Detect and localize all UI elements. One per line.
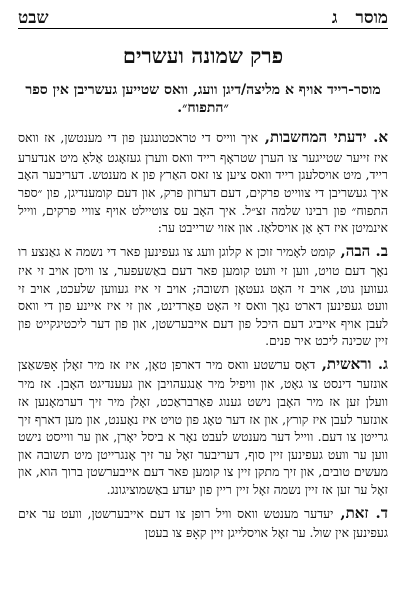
section-1 xyxy=(18,127,388,236)
chapter-subtitle: מוסר-רייד אויף א מליצה/דיגן וועג, וואס שטייען געשריבן אין ספר ״התפוח״. xyxy=(25,82,381,117)
running-head-left: שבט xyxy=(18,8,49,28)
section-2-text: קומט לאָמיר זוכן א קלוגן וועג צו געפינען פאר די נשמה א גאַנצע רו נאָך דעם טויט, ווען זי וועט קומען פאר דעם באַשעפער, צו וויסן אויב זי איז געווען גוט, אויב זי האָט געטאָן תשובה; אויב זי איז געווען שלעכט, אויב זי וועט געפינען דארט נאָך וואס זי האָט פאַרדינט, און זי איז איינע פון די וואס לעבן אויף אייביג דעם היכל פון דעם אייבערשטן, און פון דער ליכטיגקייט פון זיין שכינה ליכט איר פנים. xyxy=(18,243,388,349)
section-3-text: דאָס ערשטע וואס מיר דארפן טאָן, איז אז מיר זאָלן אָפּשאַצן אונזער דינסט צו גאָט, און וויפיל מיר אַנגעהויבן און געענדיגט האָבן. אז מיר וועלן זען אז מיר האָבן נישט גענוג פאַרבראַכט, זאָלן מיר זיך דערמאָנען אז אונזער לעבן איז קורץ, און אז דער טאָג פון טויט איז נאָענט, און מען דארף זיך גרייטן צו דעם. ווייל דער מענטש לעבט נאָר א ביסל יאָרן, און ער ווייסט נישט ווען ער וועט געפינען זיין סוף, דעריבער זאָל ער זיך אָנגרייטן מיט תשובה און מעשים טובים, און זיך מתקן זיין צו קומען פאר דעם אייבערשטן ברוך הוא, און זאָל ער זען אז זיין נשמה זאָל זיין ריין פון יעדע באַשמוציגונג. xyxy=(18,357,388,498)
section-3-heading: ג. וראשית, xyxy=(315,355,388,374)
page-number: ג xyxy=(331,8,338,28)
section-4-heading: ד. זאת, xyxy=(333,503,388,522)
chapter-title: פרק שמונה ועשרים xyxy=(122,43,284,68)
running-head-center: מוסר xyxy=(355,8,388,28)
section-4 xyxy=(18,503,388,542)
section-4-text: יעדער מענטש וואס וויל רופן צו דעם אייבערשטן, וועט ער אים געפינען אין שול. ער זאָל אויסלייגן זיין קאָפּ צו בעטן xyxy=(18,505,388,540)
section-2 xyxy=(18,241,388,350)
section-3 xyxy=(18,354,388,499)
section-2-heading: ב. הבה, xyxy=(335,241,388,260)
running-head-right xyxy=(332,8,388,28)
running-head xyxy=(18,6,388,29)
section-1-heading: א. ידעתי המחשבות, xyxy=(258,128,388,147)
section-1-text: איך ווייס די טראכטונגען פון די מענטשן, אז וואס איז זייער שטייגער צו הערן שטראָף רייד וואס ווערן געזאָגט אַלאַ מיט אנדערע רייד, מיט אויסלעגן רייד וואס ציען צו זאס האַרץ פון א מענטש. דעריבער האָב איך געשריבן די צווייט פרקים, דעם דערזון פרק, און דעם קומענדיגן, פון ״ספר התפוח״ פון רבינו שלמה זצ״ל. איך האָב עס צוטיילט אויף צוויי פרקים, ווייל אינמיטן איז דאָ אַן אויסלאַז. און אזוי שרייבט ער: xyxy=(18,130,388,236)
